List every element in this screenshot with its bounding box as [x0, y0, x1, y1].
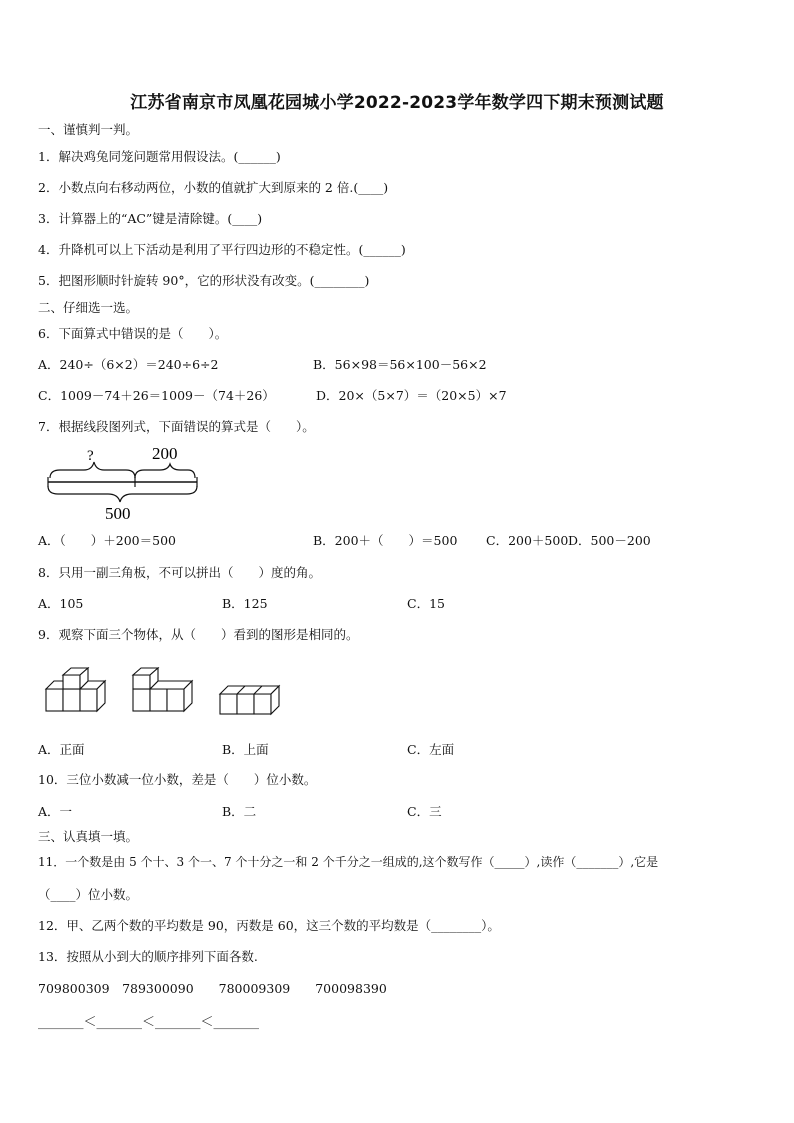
- cube-figure-3: [218, 682, 288, 722]
- q9-option-c: C．左面: [407, 742, 455, 757]
- question-13: 13．按照从小到大的顺序排列下面各数.: [38, 949, 258, 964]
- q6-option-b: B．56×98＝56×100－56×2: [313, 357, 487, 372]
- q8-option-a: A．105: [38, 596, 84, 611]
- q10-option-c: C．三: [407, 804, 442, 819]
- q6-option-d: D．20×（5×7）＝（20×5）×7: [316, 388, 507, 403]
- q10-option-b: B．二: [222, 804, 257, 819]
- brace-200: [135, 464, 195, 478]
- q6-option-a: A．240÷（6×2）＝240÷6÷2: [38, 357, 219, 372]
- label-500: 500: [105, 504, 131, 522]
- question-7: 7．根据线段图列式，下面错误的算式是（ ）。: [38, 419, 315, 434]
- question-10: 10．三位小数减一位小数，差是（ ）位小数。: [38, 772, 317, 787]
- label-unknown: ?: [87, 448, 94, 464]
- cube-figure-1: [44, 667, 114, 717]
- q8-option-b: B．125: [222, 596, 268, 611]
- q7-option-c: C．200＋500: [486, 533, 569, 548]
- section-heading-1: 一、谨慎判一判。: [38, 122, 139, 137]
- q13-answer-blanks: _______＜_______＜_______＜_______: [38, 1015, 260, 1030]
- question-3: 3．计算器上的“AC”键是清除键。(____): [38, 211, 263, 226]
- question-11: 11．一个数是由 5 个十、3 个一、7 个十分之一和 2 个千分之一组成的,这个数写作（_____）,读作（_______）,它是: [38, 855, 659, 869]
- label-200: 200: [152, 444, 178, 463]
- section-heading-3: 三、认真填一填。: [38, 829, 139, 844]
- segment-diagram: [42, 442, 212, 522]
- q6-option-c: C．1009－74＋26＝1009－（74＋26）: [38, 388, 275, 403]
- question-5: 5．把图形顺时针旋转 90°，它的形状没有改变。(________): [38, 273, 370, 288]
- q9-option-b: B．上面: [222, 742, 269, 757]
- q8-option-c: C．15: [407, 596, 445, 611]
- question-12: 12．甲、乙两个数的平均数是 90，丙数是 60，这三个数的平均数是（________）。: [38, 918, 500, 933]
- q9-option-a: A．正面: [38, 742, 85, 757]
- q10-option-a: A．一: [38, 804, 73, 819]
- question-1: 1．解决鸡兔同笼问题常用假设法。(______): [38, 149, 281, 164]
- section-heading-2: 二、仔细选一选。: [38, 300, 139, 315]
- q7-option-d: D．500－200: [568, 533, 651, 548]
- cube-figure-2: [131, 667, 201, 717]
- question-9: 9．观察下面三个物体，从（ ）看到的图形是相同的。: [38, 627, 359, 642]
- question-2: 2．小数点向右移动两位，小数的值就扩大到原来的 2 倍.(____): [38, 180, 389, 195]
- q7-option-b: B．200＋（ ）＝500: [313, 533, 458, 548]
- q13-numbers: 709800309 789300090 780009309 700098390: [38, 981, 387, 996]
- q7-option-a: A．（ ）＋200＝500: [38, 533, 176, 548]
- question-4: 4．升降机可以上下活动是利用了平行四边形的不稳定性。(______): [38, 242, 406, 257]
- brace-500: [48, 486, 197, 502]
- question-8: 8．只用一副三角板，不可以拼出（ ）度的角。: [38, 565, 321, 580]
- page-title: 江苏省南京市凤凰花园城小学2022-2023学年数学四下期末预测试题: [130, 93, 664, 113]
- question-11-cont: （____）位小数。: [38, 887, 139, 902]
- brace-unknown: [50, 462, 135, 478]
- question-6: 6．下面算式中错误的是（ ）。: [38, 326, 228, 341]
